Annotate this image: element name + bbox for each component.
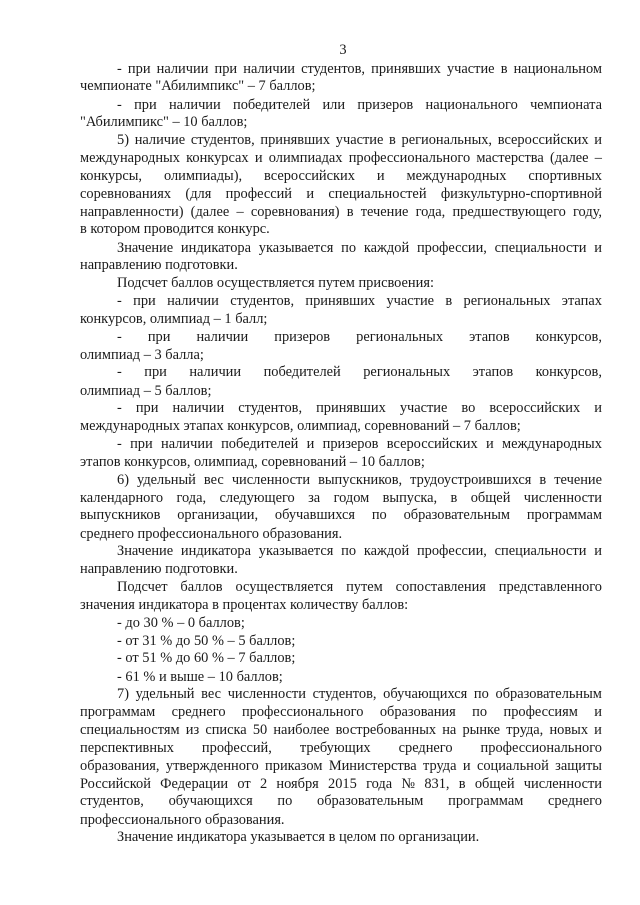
- text-line: программам среднего профессионального образования по профессиям и: [80, 704, 602, 720]
- text-line: направлению подготовки.: [80, 257, 238, 273]
- text-line: международных конкурсах и олимпиадах профессионального мастерства (далее –: [80, 150, 602, 166]
- text-line: Значение индикатора указывается по каждой профессии, специальности и: [117, 240, 602, 256]
- text-line: в котором проводится конкурс.: [80, 221, 270, 237]
- text-line: - при наличии при наличии студентов, принявших участие в национальном: [117, 61, 602, 77]
- text-line: - от 51 % до 60 % – 7 баллов;: [117, 650, 296, 666]
- text-line: значения индикатора в процентах количеству баллов:: [80, 597, 409, 613]
- text-line: олимпиад – 3 балла;: [80, 347, 204, 363]
- text-line: выпускников организации, обучавшихся по образовательным программам: [80, 507, 602, 523]
- text-line: 7) удельный вес численности студентов, обучающихся по образовательным: [117, 686, 602, 702]
- text-line: Значение индикатора указывается в целом по организации.: [117, 829, 480, 845]
- page-number: 3: [339, 42, 347, 58]
- text-line: 6) удельный вес численности выпускников, трудоустроившихся в течение: [117, 472, 602, 488]
- text-line: этапов конкурсов, олимпиад, соревнований – 10 баллов;: [80, 454, 425, 470]
- text-line: направленности) (далее – соревнования) в течение года, предшествующего году,: [80, 204, 602, 220]
- text-line: - при наличии студентов, принявших участие во всероссийских и: [117, 400, 602, 416]
- text-line: - при наличии призеров региональных этапов конкурсов,: [117, 329, 602, 345]
- text-line: - при наличии победителей и призеров всероссийских и международных: [117, 436, 602, 452]
- text-line: студентов, обучающихся по образовательным программам среднего: [80, 793, 602, 809]
- text-line: конкурсы, олимпиады), всероссийских и международных спортивных: [80, 168, 602, 184]
- text-line: Значение индикатора указывается по каждой профессии, специальности и: [117, 543, 602, 559]
- text-line: конкурсов, олимпиад – 1 балл;: [80, 311, 268, 327]
- text-line: чемпионате "Абилимпикс" – 7 баллов;: [80, 78, 316, 94]
- text-line: образования, утвержденного приказом Министерства труда и социальной защиты: [80, 758, 602, 774]
- text-line: - до 30 % – 0 баллов;: [117, 615, 245, 631]
- text-line: профессионального образования.: [80, 812, 285, 828]
- text-line: специальностям из списка 50 наиболее востребованных на рынке труда, новых и: [80, 722, 602, 738]
- text-line: Подсчет баллов осуществляется путем сопоставления представленного: [117, 579, 602, 595]
- text-line: - при наличии победителей или призеров национального чемпионата: [117, 97, 602, 113]
- text-line: олимпиад – 5 баллов;: [80, 383, 212, 399]
- text-line: - 61 % и выше – 10 баллов;: [117, 669, 283, 685]
- text-line: Подсчет баллов осуществляется путем присвоения:: [117, 275, 434, 291]
- text-line: направлению подготовки.: [80, 561, 238, 577]
- text-line: международных этапах конкурсов, олимпиад, соревнований – 7 баллов;: [80, 418, 521, 434]
- text-line: Российской Федерации от 2 ноября 2015 года № 831, в общей численности: [80, 776, 602, 792]
- text-line: - при наличии победителей региональных этапов конкурсов,: [117, 364, 602, 380]
- text-line: перспективных профессий, требующих среднего профессионального: [80, 740, 602, 756]
- text-line: - при наличии студентов, принявших участие в региональных этапах: [117, 293, 602, 309]
- text-line: соревнованиях (для профессий и специальностей физкультурно-спортивной: [80, 186, 602, 202]
- text-line: 5) наличие студентов, принявших участие в региональных, всероссийских и: [117, 132, 602, 148]
- text-line: - от 31 % до 50 % – 5 баллов;: [117, 633, 296, 649]
- text-line: среднего профессионального образования.: [80, 526, 343, 542]
- text-line: календарного года, следующего за годом выпуска, в общей численности: [80, 490, 602, 506]
- text-line: "Абилимпикс" – 10 баллов;: [80, 114, 248, 130]
